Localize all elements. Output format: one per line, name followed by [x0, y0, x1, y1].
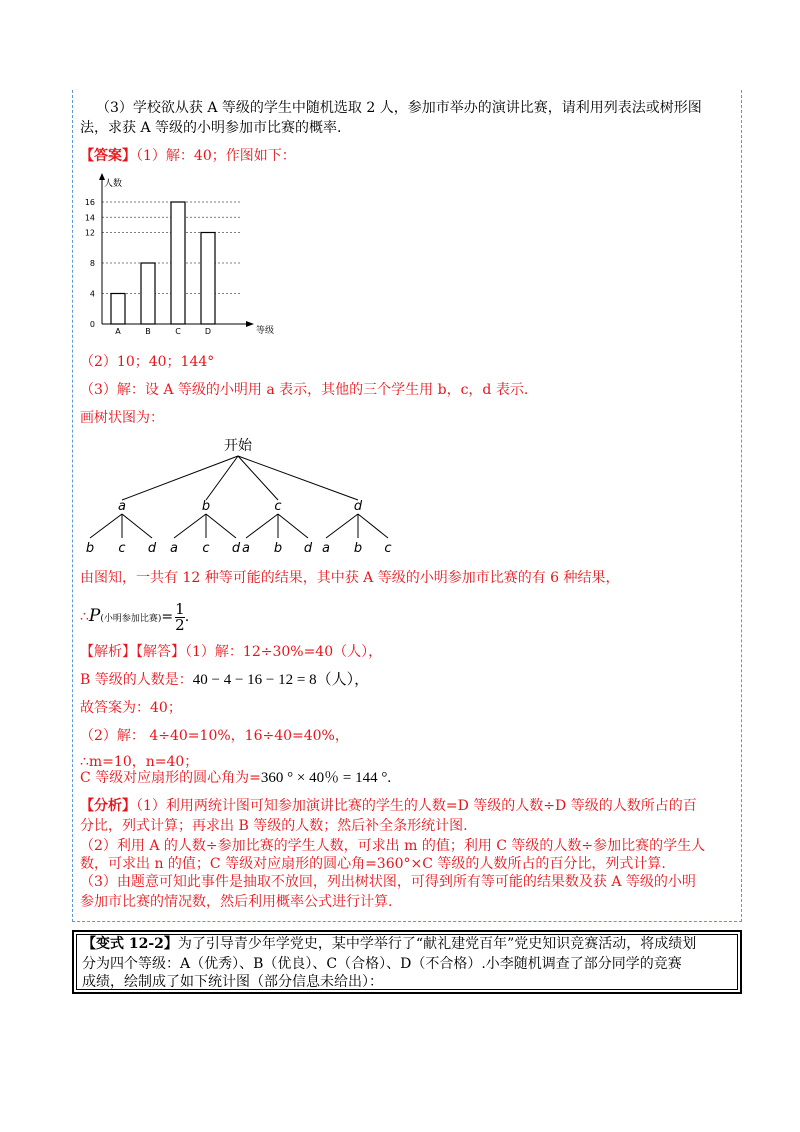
- y-tick-label-16: 16: [84, 198, 95, 207]
- tree-edge-a-b: [90, 514, 122, 538]
- analysis-line-3: 故答案为：40；: [80, 700, 182, 716]
- analysis-expression-b: 40 − 4 − 16 − 12 = 8（人），: [192, 672, 370, 688]
- analysis-text-2: B 等级的人数是：: [80, 672, 193, 688]
- fenxi-line-2: 分比，列式计算；再求出 B 等级的人数；然后补全条形统计图.: [80, 818, 468, 834]
- analysis-text-1: （1）解：12÷30%=40（人），: [185, 644, 383, 660]
- analysis-text-6: C 等级对应扇形的圆心角为=: [80, 770, 261, 786]
- probability-subscript: (小明参加比赛): [100, 614, 162, 624]
- bar-chart: [80, 170, 280, 345]
- analysis-line-5: ∴m=10，n=40；: [80, 754, 199, 770]
- tree-leaf-c-a: a: [242, 541, 250, 556]
- answer-part-1-text: （1）解：40；作图如下：: [136, 148, 296, 164]
- tree-edge-root-a: [122, 456, 238, 500]
- y-tick-label-0: 0: [89, 320, 95, 329]
- variant-line-3: 成绩，绘制成了如下统计图（部分信息未给出）：: [82, 974, 383, 990]
- tree-edge-root-c: [238, 456, 278, 500]
- tree-leaf-d-b: b: [353, 541, 363, 556]
- fenxi-line-6: 参加市比赛的情况数，然后利用概率公式进行计算.: [80, 894, 393, 910]
- tree-leaf-b-d: d: [231, 541, 241, 556]
- analysis-line-2: [80, 670, 369, 690]
- fraction-denominator: 2: [175, 615, 185, 634]
- y-tick-label-8: 8: [89, 259, 95, 268]
- bar-C: [171, 202, 185, 324]
- tree-edge-b-d: [206, 514, 236, 538]
- tree-leaf-a-c: c: [118, 541, 126, 556]
- tree-node-d: d: [353, 499, 363, 514]
- tree-root: 开始: [224, 438, 252, 454]
- fenxi-text-1: （1）利用两统计图可知参加演讲比赛的学生的人数=D 等级的人数÷D 等级的人数所占的百: [136, 798, 697, 814]
- bar-B: [141, 263, 155, 324]
- answer-part-1: [80, 146, 296, 166]
- therefore-symbol: ∴: [80, 609, 89, 625]
- fenxi-label: 【分析】: [80, 798, 136, 814]
- tree-edge-b-a: [174, 514, 206, 538]
- tree-diagram: [80, 434, 420, 562]
- y-axis-title: 人数: [104, 179, 123, 189]
- tree-edge-d-c: [358, 514, 388, 538]
- tree-node-c: c: [274, 499, 282, 514]
- x-tick-label-C: C: [175, 327, 181, 336]
- analysis-line-4: （2）解： 4÷40=10%，16÷40=40%，: [80, 728, 349, 744]
- fraction-numerator: 1: [175, 599, 185, 618]
- tree-leaf-b-c: c: [202, 541, 210, 556]
- y-tick-label-4: 4: [89, 289, 95, 299]
- tree-edge-root-d: [238, 456, 358, 500]
- tree-leaf-a-b: b: [85, 541, 95, 556]
- probability-fraction: [175, 599, 185, 634]
- answer-part-2: （2）10；40；144°: [80, 354, 215, 370]
- analysis-label: 【解析】【解答】: [80, 644, 185, 660]
- x-tick-label-D: D: [204, 327, 212, 336]
- analysis-line-1: [80, 642, 382, 662]
- tree-edge-d-a: [326, 514, 358, 538]
- variant-text-1: 为了引导青少年学党史，某中学举行了“献礼建党百年”党史知识竞赛活动，将成绩划: [177, 936, 697, 952]
- y-tick-label-14: 14: [84, 213, 95, 223]
- tree-leaf-d-a: a: [322, 541, 330, 556]
- variant-label: 【变式 12-2】: [82, 936, 178, 952]
- variant-line-1: [82, 934, 696, 954]
- analysis-expression-c: 360 ° × 40％ = 144 °.: [260, 770, 392, 786]
- probability-equals: =: [161, 609, 174, 625]
- tree-leaf-c-b: b: [273, 541, 283, 556]
- tree-leaf-a-d: d: [147, 541, 157, 556]
- fenxi-line-1: [80, 796, 697, 816]
- tree-edge-c-d: [278, 514, 308, 538]
- tree-node-b: b: [201, 499, 211, 514]
- probability-line: [80, 598, 189, 634]
- fenxi-line-5: （3）由题意可知此事件是抽取不放回，列出树状图，可得到所有等可能的结果数及获 A 等级的小明: [80, 874, 696, 890]
- tree-leaf-c-d: d: [303, 541, 313, 556]
- tree-leaf-d-c: c: [384, 541, 392, 556]
- answer-label: 【答案】: [80, 148, 136, 164]
- fenxi-line-4: 数，可求出 n 的值；C 等级对应扇形的圆心角=360°×C 等级的人数所占的百分比，列式计算.: [80, 856, 666, 872]
- probability-end: .: [184, 609, 190, 625]
- x-tick-label-A: A: [115, 327, 121, 336]
- y-tick-label-12: 12: [84, 228, 95, 238]
- x-axis-title: 等级: [256, 326, 275, 336]
- bar-D: [201, 233, 215, 325]
- bar-A: [111, 294, 125, 325]
- tree-leaf-b-a: a: [170, 541, 178, 556]
- probability-p: P: [88, 606, 101, 626]
- analysis-line-6: [80, 768, 391, 788]
- fenxi-line-3: （2）利用 A 的人数÷参加比赛的学生人数，可求出 m 的值；利用 C 等级的人数÷参加比赛的学生人: [80, 838, 706, 854]
- tree-edge-a-d: [122, 514, 152, 538]
- x-axis-arrow: [246, 321, 254, 327]
- question-3-line-1: （3）学校欲从获 A 等级的学生中随机选取 2 人，参加市举办的演讲比赛，请利用列表法或树形图: [96, 100, 702, 116]
- x-tick-label-B: B: [145, 327, 151, 336]
- tree-node-a: a: [118, 499, 126, 514]
- question-3-line-2: 法，求获 A 等级的小明参加市比赛的概率.: [80, 120, 342, 136]
- tree-edge-c-a: [246, 514, 278, 538]
- variant-line-2: 分为四个等级：A（优秀）、B（优良）、C（合格）、D（不合格）.小李随机调查了部分同学的竞赛: [82, 956, 682, 972]
- tree-intro: 画树状图为：: [80, 410, 164, 426]
- answer-result: 由图知，一共有 12 种等可能的结果，其中获 A 等级的小明参加市比赛的有 6 种结果，: [80, 570, 620, 586]
- answer-part-3: （3）解：设 A 等级的小明用 a 表示，其他的三个学生用 b，c，d 表示.: [80, 382, 529, 398]
